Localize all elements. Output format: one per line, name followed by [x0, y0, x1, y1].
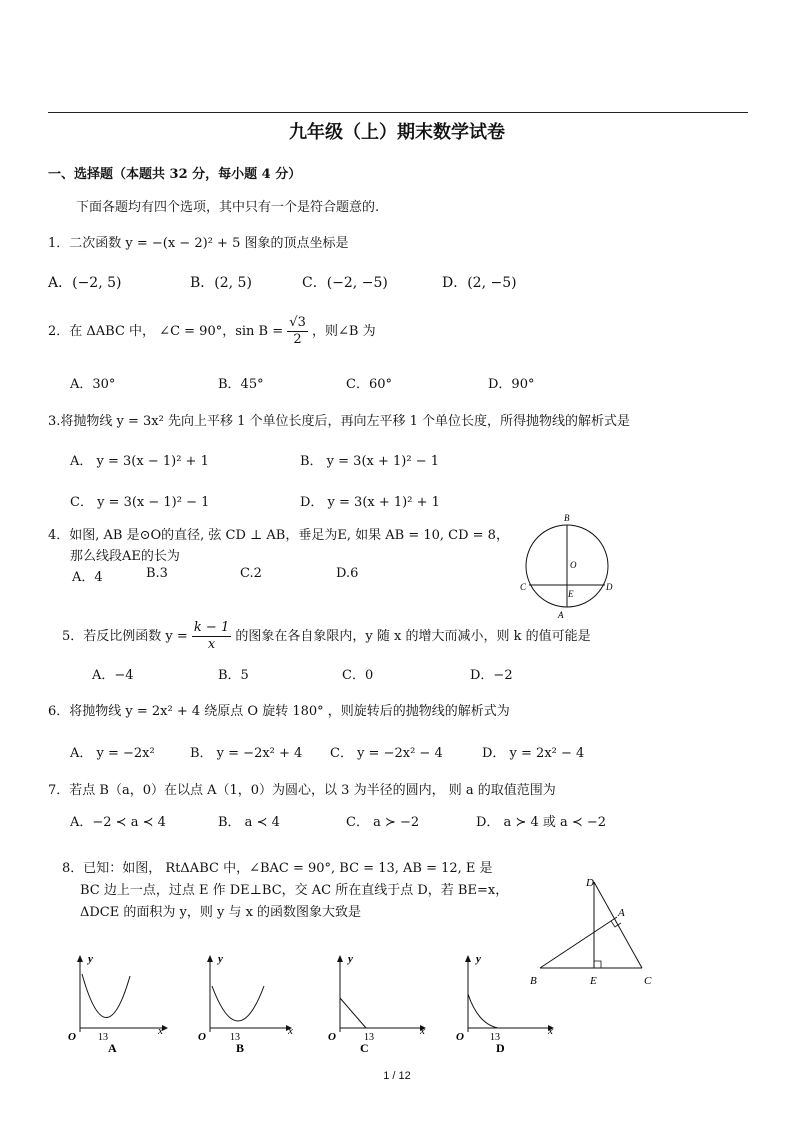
- curve: [212, 986, 264, 1021]
- label-o: O: [570, 560, 577, 570]
- q2-stem-b: ，则∠B 为: [311, 324, 376, 339]
- y-label: y: [348, 953, 353, 965]
- q5-option-d: D．−2: [470, 668, 513, 683]
- y-arrow: [77, 955, 83, 962]
- graph-a: [60, 950, 170, 1060]
- q5-fraction: [192, 620, 231, 653]
- q1-option-a: A．(−2, 5): [48, 275, 122, 291]
- origin-label: O: [198, 1031, 206, 1043]
- q8-line2: BC 边上一点，过点 E 作 DE⊥BC，交 AC 所在直线于点 D，若 BE=x，: [80, 883, 509, 898]
- q6-option-c: C． y = −2x² − 4: [330, 746, 443, 761]
- x-label: x: [158, 1025, 163, 1037]
- tick-label: 13: [230, 1032, 240, 1043]
- label-a: A: [618, 907, 625, 919]
- origin-label: O: [456, 1031, 464, 1043]
- q5-stem-b: 的图象在各自象限内，y 随 x 的增大而减小，则 k 的值可能是: [235, 629, 591, 644]
- q6-option-a: A． y = −2x²: [70, 746, 155, 761]
- q5-stem-a: 5．若反比例函数 y =: [62, 629, 188, 644]
- q1-option-d: D．(2, −5): [442, 275, 517, 291]
- graph-name: A: [108, 1041, 117, 1055]
- q7-option-c: C． a ≻ −2: [346, 815, 420, 830]
- q1-option-c: C．(−2, −5): [302, 275, 388, 291]
- tick-label: 13: [490, 1032, 500, 1043]
- y-label: y: [218, 953, 223, 965]
- header-rule: [48, 112, 748, 113]
- q5-option-a: A．−4: [92, 668, 134, 683]
- label-b: B: [564, 513, 570, 523]
- q6-stem: 6．将抛物线 y = 2x² + 4 绕原点 O 旋转 180° ，则旋转后的抛物线的解析式为: [48, 704, 510, 719]
- label-a: A: [558, 610, 564, 620]
- q3-option-a: A． y = 3(x − 1)² + 1: [70, 454, 209, 469]
- q2-fraction: [287, 315, 308, 348]
- q8-line3: ΔDCE 的面积为 y，则 y 与 x 的函数图象大致是: [80, 905, 362, 920]
- graph-d: [448, 950, 558, 1060]
- origin-label: O: [328, 1031, 336, 1043]
- graph-name: D: [496, 1041, 505, 1055]
- y-arrow: [207, 955, 213, 962]
- q7-option-d: D． a ≻ 4 或 a ≺ −2: [476, 815, 607, 830]
- label-e: E: [568, 589, 574, 599]
- q4-line2: 那么线段AE的长为: [70, 549, 180, 564]
- x-arrow: [162, 1025, 168, 1031]
- x-label: x: [420, 1025, 425, 1037]
- q2-frac-den: 2: [293, 332, 302, 347]
- page-title: 九年级（上）期末数学试卷: [289, 122, 505, 143]
- q2-frac-num: √3: [289, 315, 306, 330]
- q4-option-c: C.2: [240, 566, 262, 581]
- q1-option-b: B．(2, 5): [190, 275, 252, 291]
- q2-option-a: A．30°: [70, 377, 116, 392]
- q4-option-b: B.3: [146, 566, 168, 581]
- q5-frac-den: x: [207, 637, 216, 652]
- q7-option-b: B． a ≺ 4: [218, 815, 280, 830]
- page-number: 1 / 12: [383, 1070, 411, 1082]
- q6-option-b: B． y = −2x² + 4: [190, 746, 303, 761]
- tick-label: 13: [364, 1032, 374, 1043]
- label-d: D: [586, 877, 594, 889]
- q8-line1: 8．已知：如图， RtΔABC 中，∠BAC = 90°, BC = 13, AB = 12, E 是: [62, 861, 493, 876]
- x-label: x: [548, 1025, 553, 1037]
- section-intro: 下面各题均有四个选项，其中只有一个是符合题意的.: [76, 200, 380, 215]
- q2-option-d: D．90°: [488, 377, 535, 392]
- label-d: D: [606, 582, 613, 592]
- q7-option-a: A．−2 ≺ a ≺ 4: [70, 815, 166, 830]
- y-arrow: [465, 955, 471, 962]
- graph-name: C: [360, 1041, 369, 1055]
- segment: [340, 998, 366, 1028]
- graph-b: [190, 950, 300, 1060]
- origin-label: O: [68, 1031, 76, 1043]
- label-e: E: [590, 975, 597, 987]
- label-c: C: [644, 975, 652, 987]
- q2-option-b: B．45°: [218, 377, 264, 392]
- q4-circle-figure: [512, 510, 622, 625]
- graph-c: [320, 950, 430, 1060]
- q2-stem-a: 2．在 ΔABC 中， ∠C = 90°，sin B =: [48, 324, 284, 339]
- q3-stem: 3.将抛物线 y = 3x² 先向上平移 1 个单位长度后，再向左平移 1 个单位长度，所得抛物线的解析式是: [48, 414, 631, 429]
- label-b: B: [530, 975, 537, 987]
- q5-option-b: B．5: [218, 668, 249, 683]
- q5-stem: [62, 620, 591, 653]
- q6-option-d: D． y = 2x² − 4: [482, 746, 585, 761]
- q4-option-d: D.6: [336, 566, 359, 581]
- q3-option-b: B． y = 3(x + 1)² − 1: [300, 454, 440, 469]
- x-label: x: [288, 1025, 293, 1037]
- y-arrow: [337, 955, 343, 962]
- q2-option-c: C．60°: [346, 377, 392, 392]
- right-angle-e: [594, 961, 601, 968]
- y-label: y: [476, 953, 481, 965]
- q5-option-c: C．0: [342, 668, 374, 683]
- label-c: C: [520, 582, 527, 592]
- q5-frac-num: k − 1: [193, 620, 230, 635]
- q4-option-a: A．4: [72, 570, 103, 585]
- curve: [82, 974, 130, 1018]
- q7-stem: 7．若点 B（a，0）在以点 A（1，0）为圆心，以 3 为半径的圆内， 则 a 的取值范围为: [48, 783, 556, 798]
- section-heading: 一、选择题（本题共 32 分，每小题 4 分）: [48, 167, 302, 182]
- q2-stem: [48, 315, 376, 348]
- q3-option-c: C． y = 3(x − 1)² − 1: [70, 495, 210, 510]
- y-label: y: [88, 953, 93, 965]
- curve: [468, 994, 498, 1028]
- graph-name: B: [236, 1041, 245, 1055]
- tick-label: 13: [98, 1032, 108, 1043]
- q3-option-d: D． y = 3(x + 1)² + 1: [300, 495, 440, 510]
- q1-stem: 1．二次函数 y = −(x − 2)² + 5 图象的顶点坐标是: [48, 236, 349, 251]
- q4-line1: 4．如图, AB 是⊙O的直径, 弦 CD ⊥ AB，垂足为E, 如果 AB = 10, CD = 8，: [48, 528, 509, 543]
